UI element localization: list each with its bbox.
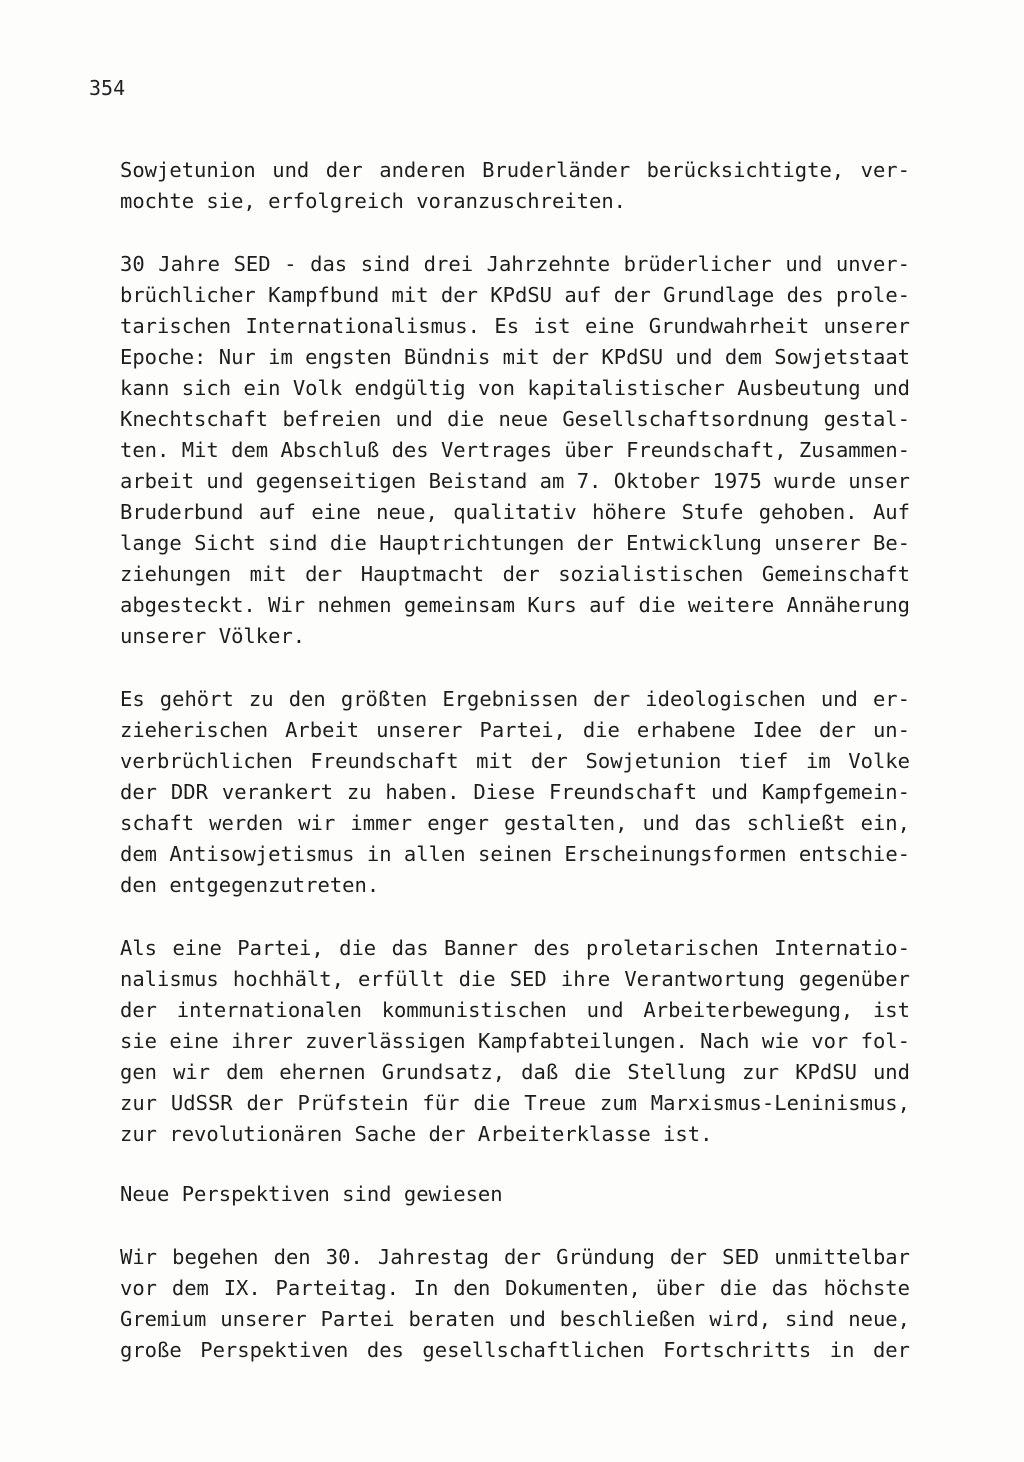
text-line: kann sich ein Volk endgültig von kapitalistischer Ausbeutung und	[120, 376, 910, 400]
text-line: Knechtschaft befreien und die neue Gesellschaftsordnung gestal-	[120, 407, 910, 431]
text-line: Bruderbund auf eine neue, qualitativ höhere Stufe gehoben. Auf	[120, 500, 910, 524]
text-line: große Perspektiven des gesellschaftlichen Fortschritts in der	[120, 1338, 910, 1362]
text-line: Als eine Partei, die das Banner des proletarischen Internatio-	[120, 936, 910, 960]
text-line: Es gehört zu den größten Ergebnissen der ideologischen und er-	[120, 687, 910, 711]
text-line: verbrüchlichen Freundschaft mit der Sowjetunion tief im Volke	[120, 749, 910, 773]
text-line: Wir begehen den 30. Jahrestag der Gründung der SED unmittelbar	[120, 1245, 910, 1269]
text-line: ten. Mit dem Abschluß des Vertrages über Freundschaft, Zusammen-	[120, 438, 910, 462]
text-line: unserer Völker.	[120, 624, 306, 648]
text-line: tarischen Internationalismus. Es ist eine Grundwahrheit unserer	[120, 314, 910, 338]
page-number: 354	[89, 76, 126, 100]
text-line: schaft werden wir immer enger gestalten, und das schließt ein,	[120, 811, 910, 835]
text-line: ziehungen mit der Hauptmacht der sozialistischen Gemeinschaft	[120, 562, 910, 586]
text-line: 30 Jahre SED - das sind drei Jahrzehnte brüderlicher und unver-	[120, 252, 910, 276]
text-line: zieherischen Arbeit unserer Partei, die erhabene Idee der un-	[120, 718, 910, 742]
text-line: der internationalen kommunistischen und Arbeiterbewegung, ist	[120, 998, 910, 1022]
text-line: der DDR verankert zu haben. Diese Freundschaft und Kampfgemein-	[120, 780, 910, 804]
text-line: brüchlicher Kampfbund mit der KPdSU auf der Grundlage des prole-	[120, 283, 910, 307]
text-line: arbeit und gegenseitigen Beistand am 7. Oktober 1975 wurde unser	[120, 469, 910, 493]
text-line: lange Sicht sind die Hauptrichtungen der Entwicklung unserer Be-	[120, 531, 910, 555]
text-line: nalismus hochhält, erfüllt die SED ihre Verantwortung gegenüber	[120, 967, 910, 991]
text-line: zur UdSSR der Prüfstein für die Treue zum Marxismus-Leninismus,	[120, 1091, 910, 1115]
text-line: gen wir dem ehernen Grundsatz, daß die Stellung zur KPdSU und	[120, 1060, 910, 1084]
text-line: Sowjetunion und der anderen Bruderländer berücksichtigte, ver-	[120, 158, 910, 182]
text-line: dem Antisowjetismus in allen seinen Erscheinungsformen entschie-	[120, 842, 910, 866]
text-line: sie eine ihrer zuverlässigen Kampfabteilungen. Nach wie vor fol-	[120, 1029, 910, 1053]
text-line: abgesteckt. Wir nehmen gemeinsam Kurs auf die weitere Annäherung	[120, 593, 910, 617]
text-line: zur revolutionären Sache der Arbeiterklasse ist.	[120, 1122, 713, 1146]
text-line: den entgegenzutreten.	[120, 873, 380, 897]
text-line: Epoche: Nur im engsten Bündnis mit der KPdSU und dem Sowjetstaat	[120, 345, 910, 369]
section-heading: Neue Perspektiven sind gewiesen	[120, 1182, 503, 1206]
text-line: vor dem IX. Parteitag. In den Dokumenten, über die das höchste	[120, 1276, 910, 1300]
text-line: mochte sie, erfolgreich voranzuschreiten.	[120, 189, 627, 213]
text-line: Gremium unserer Partei beraten und beschließen wird, sind neue,	[120, 1307, 910, 1331]
